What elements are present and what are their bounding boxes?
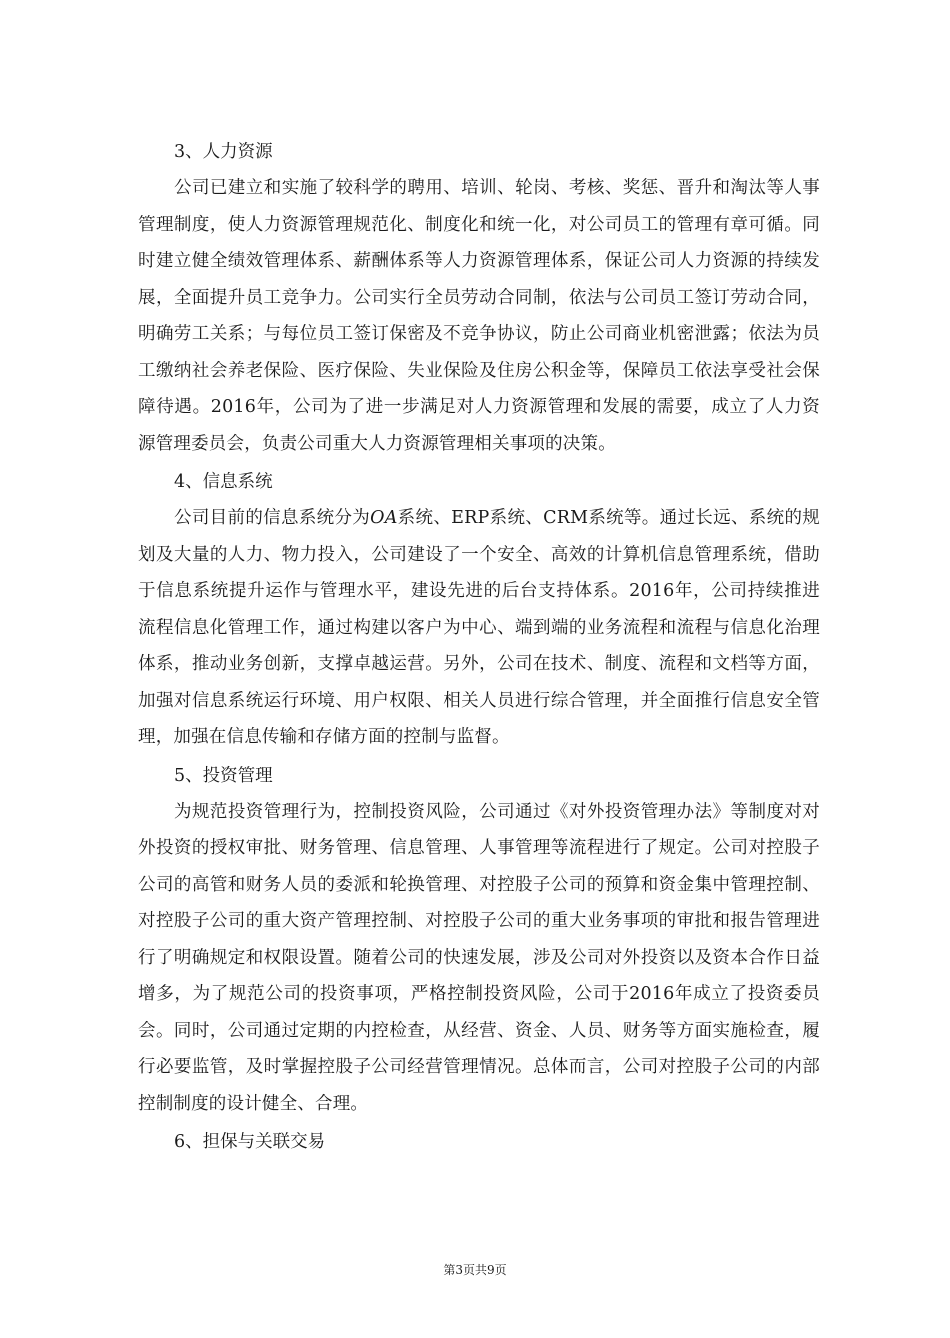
- info-system-text-rest: 系统、ERP系统、CRM系统等。通过长远、系统的规划及大量的人力、物力投入，公司建设了一个安全、高效的计算机信息管理系统，借助于信息系统提升运作与管理水平，建设先进的后台支持体系。2016年，公司持续推进流程信息化管理工作，通过构建以客户为中心、端到端的业务流程和流程与信息化治理体系，推动业务创新，支撑卓越运营。另外，公司在技术、制度、流程和文档等方面，加强对信息系统运行环境、用户权限、相关人员进行综合管理，并全面推行信息安全管理，加强在信息传输和存储方面的控制与监督。: [138, 508, 820, 747]
- section-paragraph-hr: 公司已建立和实施了较科学的聘用、培训、轮岗、考核、奖惩、晋升和淘汰等人事管理制度，使人力资源管理规范化、制度化和统一化，对公司员工的管理有章可循。同时建立健全绩效管理体系、薪酬体系等人力资源管理体系，保证公司人力资源的持续发展，全面提升员工竞争力。公司实行全员劳动合同制，依法与公司员工签订劳动合同，明确劳工关系；与每位员工签订保密及不竞争协议，防止公司商业机密泄露；依法为员工缴纳社会养老保险、医疗保险、失业保险及住房公积金等，保障员工依法享受社会保障待遇。2016年，公司为了进一步满足对人力资源管理和发展的需要，成立了人力资源管理委员会，负责公司重大人力资源管理相关事项的决策。: [138, 178, 820, 454]
- section-paragraph-investment: 为规范投资管理行为，控制投资风险，公司通过《对外投资管理办法》等制度对对外投资的授权审批、财务管理、信息管理、人事管理等流程进行了规定。公司对控股子公司的高管和财务人员的委派和轮换管理、对控股子公司的预算和资金集中管理控制、对控股子公司的重大资产管理控制、对控股子公司的重大业务事项的审批和报告管理进行了明确规定和权限设置。随着公司的快速发展，涉及公司对外投资以及资本合作日益增多，为了规范公司的投资事项，严格控制投资风险，公司于2016年成立了投资委员会。同时，公司通过定期的内控检查，从经营、资金、人员、财务等方面实施检查，履行必要监管，及时掌握控股子公司经营管理情况。总体而言，公司对控股子公司的内部控制制度的设计健全、合理。: [138, 801, 820, 1114]
- info-system-text-oa: OA: [370, 508, 398, 528]
- section-heading-guarantee: 6、担保与关联交易: [174, 1132, 326, 1152]
- document-body: [138, 134, 820, 1160]
- section-heading-investment: 5、投资管理: [174, 765, 273, 786]
- section-heading-info-system: 4、信息系统: [174, 472, 273, 492]
- section-paragraph-info-system: [138, 500, 820, 756]
- section-heading-hr: 3、人力资源: [174, 142, 273, 162]
- info-system-text-prefix: 公司目前的信息系统分为: [174, 508, 371, 528]
- page-footer: 第3页共9页: [443, 1263, 507, 1277]
